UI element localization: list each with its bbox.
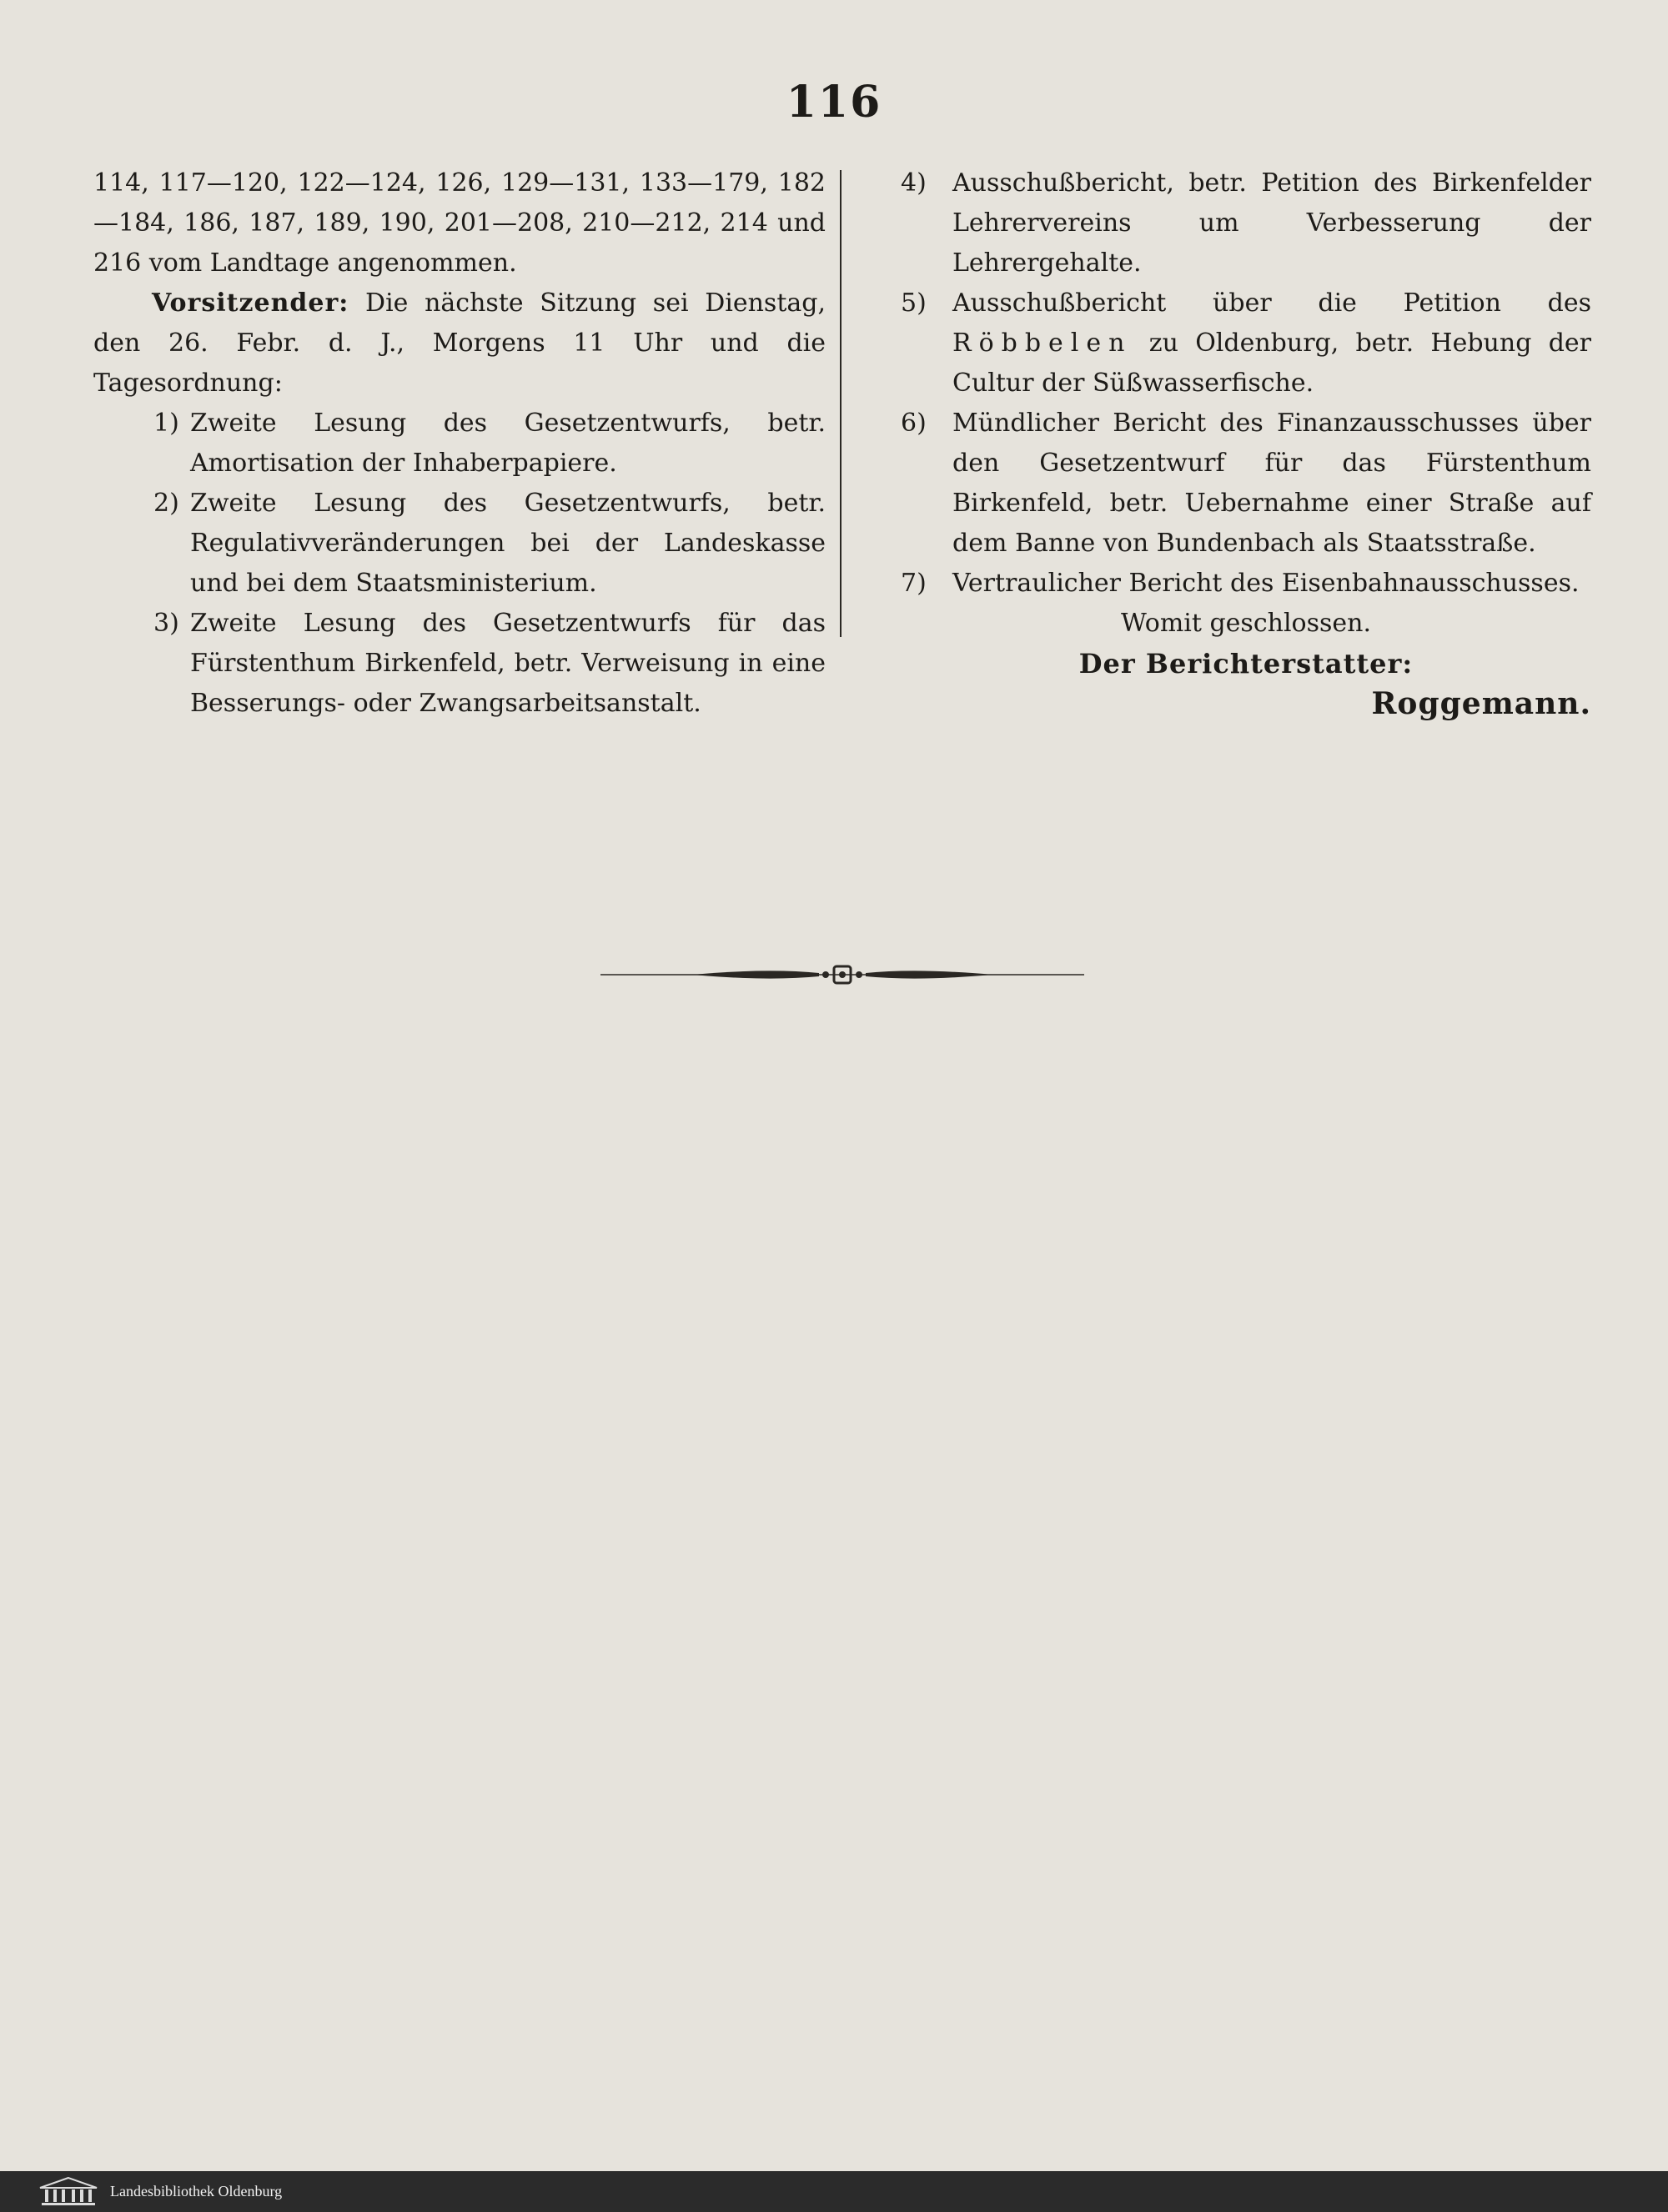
agenda-item [93, 404, 826, 484]
agenda-item-number: 1) [153, 409, 179, 438]
right-column [901, 163, 1591, 724]
closing-line: Womit geschlossen. [1120, 609, 1372, 638]
library-building-icon [37, 2174, 100, 2208]
speaker-label: Vorsitzender: [152, 288, 349, 318]
agenda-item-number: 4) [901, 168, 927, 198]
agenda-item-text: Ausschußbericht, betr. Petition des Birkenfelder Lehrervereins um Verbesserung der Lehrergehalte. [952, 168, 1591, 278]
page-number: 116 [786, 77, 882, 128]
agenda-item [901, 404, 1591, 564]
continuation-paragraph: 114, 117—120, 122—124, 126, 129—131, 133—179, 182—184, 186, 187, 189, 190, 201—208, 210—212, 214 und 216 vom Landtage angenommen. [93, 168, 826, 278]
agenda-item [901, 283, 1591, 404]
petitioner-name: Röbbelen [952, 329, 1133, 358]
ornament-divider-icon [600, 960, 1084, 990]
agenda-item-text-before: Ausschußbericht über die Petition des [952, 288, 1591, 318]
agenda-item-number: 7) [901, 569, 927, 598]
reporter-title: Der Berichterstatter: [1078, 648, 1414, 680]
agenda-item-number: 3) [153, 609, 179, 638]
reporter-signature: Roggemann. [1371, 686, 1591, 721]
agenda-item [93, 484, 826, 604]
agenda-item-text: Vertraulicher Bericht des Eisenbahnausschusses. [952, 569, 1580, 598]
agenda-item-text [952, 283, 1591, 404]
agenda-item-text: Mündlicher Bericht des Finanzausschusses über den Gesetzentwurf für das Fürstenthum Birkenfeld, betr. Uebernahme einer Straße auf dem Banne von Bundenbach als Staatsstraße. [952, 409, 1591, 558]
agenda-item-number: 6) [901, 409, 927, 438]
agenda-item-text: Zweite Lesung des Gesetzentwurfs für das Fürstenthum Birkenfeld, betr. Verweisung in eine Besserungs- oder Zwangsarbeitsanstalt. [190, 609, 826, 718]
column-divider [840, 170, 842, 637]
footer-library-label: Landesbibliothek Oldenburg [110, 2183, 283, 2199]
agenda-item-text: Zweite Lesung des Gesetzentwurfs, betr. Amortisation der Inhaberpapiere. [190, 409, 826, 478]
chair-speech [93, 283, 826, 404]
agenda-item-text: Zweite Lesung des Gesetzentwurfs, betr. Regulativveränderungen bei der Landeskasse und bei dem Staatsministerium. [190, 489, 826, 598]
agenda-item-number: 2) [153, 489, 179, 518]
agenda-item [901, 564, 1591, 604]
agenda-item [93, 604, 826, 724]
agenda-item-text-after: zu Oldenburg, betr. Hebung der Cultur der Süßwasserfische. [952, 329, 1591, 398]
speech-text: Die nächste Sitzung sei Dienstag, den 26. Febr. d. J., Morgens 11 Uhr und die Tagesordnung: [93, 288, 826, 398]
agenda-item [901, 163, 1591, 283]
left-column [93, 163, 826, 724]
agenda-item-number: 5) [901, 288, 927, 318]
